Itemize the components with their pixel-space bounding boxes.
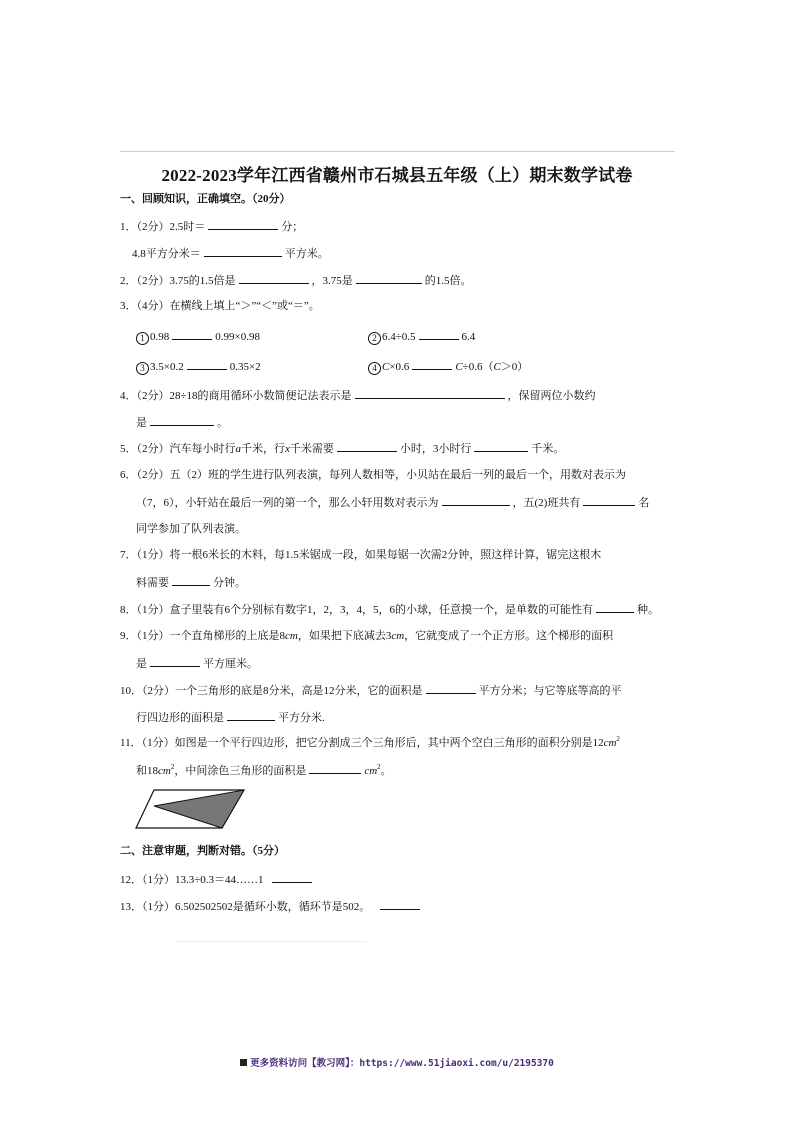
q9-text-b: ，如果把下底减去3 xyxy=(297,630,392,642)
q3-i4-f: ＞0） xyxy=(500,361,529,373)
q8-text-b: 种。 xyxy=(637,604,659,616)
answer-blank[interactable] xyxy=(150,415,214,426)
q2-text-c: 的1.5倍。 xyxy=(424,275,472,287)
footer-link[interactable] xyxy=(0,1055,794,1069)
q10-text-b: 平方分米；与它等底等高的平 xyxy=(478,685,622,697)
q4-text-b: ，保留两位小数约 xyxy=(507,390,596,402)
q3-i3-right: 0.35×2 xyxy=(229,361,261,373)
q3-item-2 xyxy=(368,329,475,345)
q3-i2-right: 6.4 xyxy=(461,331,476,343)
q3-item-3 xyxy=(136,359,261,375)
q5-text-a: 5．（2分）汽车每小时行 xyxy=(120,443,236,455)
header-rule xyxy=(120,151,675,152)
answer-blank[interactable] xyxy=(208,219,278,230)
unit-cm: cm xyxy=(603,737,617,749)
q5-text-b: 千米，行 xyxy=(241,443,285,455)
q1-text-b: 分； xyxy=(281,221,304,233)
unit-cm: cm xyxy=(364,765,378,777)
question-8 xyxy=(120,602,659,617)
parallelogram-figure xyxy=(134,786,248,832)
q9-text-c: ，它就变成了一个正方形。这个梯形的面积 xyxy=(404,630,614,642)
exam-title: 2022-2023学年江西省赣州市石城县五年级（上）期末数学试卷 xyxy=(161,166,633,185)
q3-i3-left: 3.5×0.2 xyxy=(150,361,184,373)
q7-text-b: 料需要 xyxy=(136,577,169,589)
circled-number: 3 xyxy=(136,362,149,375)
q7-text-c: 分钟。 xyxy=(213,577,246,589)
answer-blank[interactable] xyxy=(412,359,452,370)
answer-blank[interactable] xyxy=(356,273,422,284)
question-3: 3．（4分）在横线上填上“＞”“＜”或“＝”。 xyxy=(120,300,320,312)
q13-text: 13．（1分）6.502502502是循环小数，循环节是502。 xyxy=(120,901,371,913)
var-c: C xyxy=(382,361,390,373)
q3-i4-d: ÷0.6（ xyxy=(462,361,494,373)
question-10-cont xyxy=(136,710,325,725)
answer-blank[interactable] xyxy=(442,495,510,506)
flag-icon xyxy=(240,1059,247,1066)
q1-text-a: 1．（2分）2.5时＝ xyxy=(120,221,206,233)
question-6-cont xyxy=(136,495,649,510)
q5-text-d: 小时，3小时行 xyxy=(399,443,472,455)
question-2 xyxy=(120,273,472,288)
question-11 xyxy=(120,736,620,750)
circled-number: 1 xyxy=(136,332,149,345)
q6-text-c: ，五(2)班共有 xyxy=(512,497,581,509)
var-c: C xyxy=(455,361,463,373)
q9-text-e: 平方厘米。 xyxy=(203,658,258,670)
answer-blank[interactable] xyxy=(355,388,505,399)
answer-blank[interactable] xyxy=(187,359,227,370)
q3-item-1 xyxy=(136,329,260,345)
q3-i2-left: 6.4÷0.5 xyxy=(382,331,416,343)
question-9-cont xyxy=(136,656,258,671)
q9-text-a: 9．（1分）一个直角梯形的上底是8 xyxy=(120,630,285,642)
question-5 xyxy=(120,441,564,456)
answer-blank[interactable] xyxy=(426,683,476,694)
q11-text-b: 和18 xyxy=(136,765,158,777)
q5-text-c: 千米需要 xyxy=(289,443,334,455)
question-4-cont xyxy=(136,415,228,430)
q11-text-c: ，中间涂色三角形的面积是 xyxy=(174,765,307,777)
var-c: C xyxy=(493,361,501,373)
question-11-cont xyxy=(136,763,392,778)
q6-text-d: 名 xyxy=(638,497,650,509)
q3-i4-b: ×0.6 xyxy=(389,361,410,373)
superscript: 2 xyxy=(377,763,381,771)
faint-divider xyxy=(176,941,366,942)
q10-text-d: 平方分米. xyxy=(278,712,325,724)
q6-text-b: （7，6），小轩站在最后一列的第一个，那么小轩用数对表示为 xyxy=(136,497,439,509)
answer-blank[interactable] xyxy=(596,602,634,613)
q12-text: 12．（1分）13.3÷0.3＝44……1 xyxy=(120,874,264,886)
q9-text-d: 是 xyxy=(136,658,147,670)
answer-blank[interactable] xyxy=(239,273,309,284)
q10-text-a: 10．（2分）一个三角形的底是8分米，高是12分米，它的面积是 xyxy=(120,685,423,697)
question-1-part-2 xyxy=(132,246,329,261)
circled-number: 4 xyxy=(368,362,381,375)
answer-blank[interactable] xyxy=(419,329,459,340)
answer-blank[interactable] xyxy=(337,441,397,452)
answer-blank[interactable] xyxy=(380,899,420,910)
question-7-cont xyxy=(136,575,246,590)
answer-blank[interactable] xyxy=(172,575,210,586)
question-7: 7．（1分）将一根6米长的木料，每1.5米锯成一段，如果每锯一次需2分钟，照这样计算，锯完这根木 xyxy=(120,549,602,561)
q3-i1-left: 0.98 xyxy=(150,331,170,343)
answer-blank[interactable] xyxy=(474,441,528,452)
answer-blank[interactable] xyxy=(204,246,282,257)
question-10 xyxy=(120,683,622,698)
q11-text-a: 11．（1分）如图是一个平行四边形，把它分割成三个三角形后，其中两个空白三角形的面积分别是12 xyxy=(120,737,604,749)
unit-cm: cm xyxy=(158,765,171,777)
question-9 xyxy=(120,629,613,643)
answer-blank[interactable] xyxy=(583,495,635,506)
circled-number: 2 xyxy=(368,332,381,345)
var-x: x xyxy=(285,443,290,455)
q4-text-d: 。 xyxy=(217,417,228,429)
answer-blank[interactable] xyxy=(272,872,312,883)
q2-text-b: ，3.75是 xyxy=(311,275,353,287)
question-1 xyxy=(120,219,303,234)
superscript: 2 xyxy=(616,735,620,743)
q2-text-a: 2．（2分）3.75的1.5倍是 xyxy=(120,275,236,287)
q1-text-c: 4.8平方分米＝ xyxy=(132,248,201,260)
footer-text: 更多资料访问【教习网】：https://www.51jiaoxi.com/u/2195370 xyxy=(250,1058,554,1069)
q3-i1-right: 0.99×0.98 xyxy=(215,331,260,343)
unit-cm: cm xyxy=(285,630,298,642)
q4-text-c: 是 xyxy=(136,417,147,429)
section-1-heading: 一、回顾知识，正确填空。（20分） xyxy=(120,193,291,205)
superscript: 2 xyxy=(170,763,175,771)
question-12 xyxy=(120,872,315,887)
question-6: 6．（2分）五（2）班的学生进行队列表演，每列人数相等，小贝站在最后一列的最后一个，用数对表示为 xyxy=(120,469,626,481)
q10-text-c: 行四边形的面积是 xyxy=(136,712,224,724)
answer-blank[interactable] xyxy=(150,656,200,667)
answer-blank[interactable] xyxy=(172,329,212,340)
q3-item-4 xyxy=(368,359,528,375)
answer-blank[interactable] xyxy=(309,763,361,774)
question-4 xyxy=(120,388,596,403)
q8-text-a: 8．（1分）盒子里装有6个分别标有数字1，2，3，4，5，6的小球，任意摸一个，是单数的可能性有 xyxy=(120,604,593,616)
question-6-end: 同学参加了队列表演。 xyxy=(136,523,246,535)
answer-blank[interactable] xyxy=(227,710,275,721)
q11-text-d: 。 xyxy=(380,765,392,777)
q5-text-e: 千米。 xyxy=(531,443,565,455)
q4-text-a: 4．（2分）28÷18的商用循环小数简便记法表示是 xyxy=(120,390,352,402)
var-a: a xyxy=(235,443,241,455)
section-2-heading: 二、注意审题，判断对错。（5分） xyxy=(120,845,285,857)
question-13 xyxy=(120,899,423,914)
q1-text-d: 平方米。 xyxy=(284,248,329,260)
unit-cm: cm xyxy=(391,630,405,642)
